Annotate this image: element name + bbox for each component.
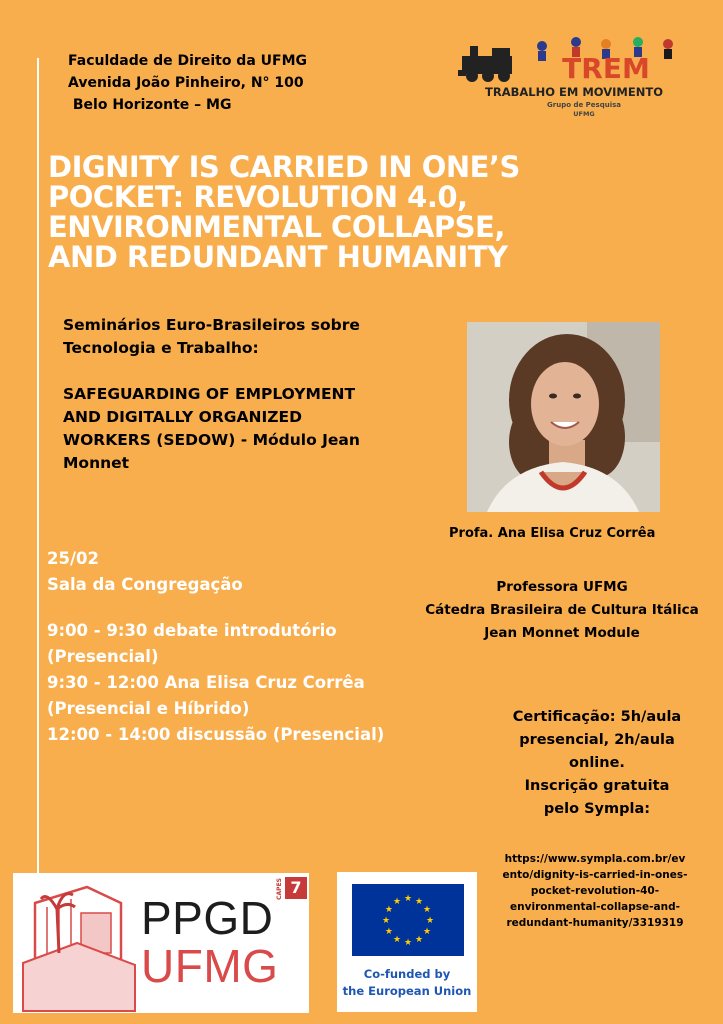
cert-line-3: online. xyxy=(569,755,625,771)
eu-star: ★ xyxy=(384,905,393,915)
title-line-1: DIGNITY IS CARRIED IN ONE’S xyxy=(48,150,520,184)
cert-line-2: presencial, 2h/aula xyxy=(519,732,675,748)
eu-star: ★ xyxy=(403,894,413,904)
eu-caption xyxy=(337,966,477,1000)
decorative-vertical-line xyxy=(37,58,39,873)
building-icon xyxy=(17,873,137,1013)
cert-line-5: pelo Sympla: xyxy=(543,801,651,817)
eu-star: ★ xyxy=(403,938,413,948)
event-room: Sala da Congregação xyxy=(47,575,243,594)
speaker-role-2: Cátedra Brasileira de Cultura Itálica xyxy=(425,602,699,618)
eu-star: ★ xyxy=(423,905,432,915)
ppgd-text: PPGD xyxy=(141,892,274,944)
trem-logo xyxy=(456,36,692,122)
capes-grade-badge: 7 xyxy=(285,877,307,899)
eu-cofunded-logo xyxy=(337,872,477,1012)
address-line-3: Belo Horizonte – MG xyxy=(68,97,232,113)
speaker-roles xyxy=(402,576,722,645)
title-line-2: POCKET: REVOLUTION 4.0, xyxy=(48,180,468,214)
address-line-1: Faculdade de Direito da UFMG xyxy=(68,53,308,69)
trem-word: TREM xyxy=(562,52,650,85)
eu-caption-line-1: Co-funded by xyxy=(363,967,451,981)
event-date: 25/02 xyxy=(47,549,99,568)
title-line-3: ENVIRONMENTAL COLLAPSE, xyxy=(48,210,505,244)
eu-star: ★ xyxy=(392,896,402,907)
ppgd-ufmg-logo xyxy=(13,873,309,1013)
speaker-role-1: Professora UFMG xyxy=(496,579,628,595)
seminar-line-2: Tecnologia e Trabalho: xyxy=(63,339,259,357)
eu-flag-icon xyxy=(352,884,464,956)
venue-address xyxy=(68,50,307,116)
link-line-2: ento/dignity-is-carried-in-ones- xyxy=(502,869,688,881)
title-line-4: AND REDUNDANT HUMANITY xyxy=(48,240,508,274)
seminar-description xyxy=(63,314,423,475)
trem-subtitle: TRABALHO EM MOVIMENTO xyxy=(485,85,663,99)
event-schedule xyxy=(47,546,384,748)
link-line-1: https://www.sympla.com.br/ev xyxy=(504,853,686,865)
eu-star: ★ xyxy=(392,935,402,946)
eu-star: ★ xyxy=(414,935,424,946)
seminar-line-6: Monnet xyxy=(63,454,130,472)
address-line-2: Avenida João Pinheiro, N° 100 xyxy=(68,75,304,91)
eu-star: ★ xyxy=(384,927,393,937)
speaker-portrait-icon xyxy=(467,322,660,512)
link-line-5: redundant-humanity/3319319 xyxy=(506,917,684,929)
eu-star: ★ xyxy=(425,916,435,926)
capes-label: CAPES xyxy=(276,878,283,900)
registration-link[interactable] xyxy=(486,851,704,931)
eu-star: ★ xyxy=(423,927,432,937)
link-line-4: environmental-collapse-and- xyxy=(510,901,680,913)
seminar-line-3: SAFEGUARDING OF EMPLOYMENT xyxy=(63,385,356,403)
ufmg-text: UFMG xyxy=(141,940,279,992)
schedule-item-2: 9:30 - 12:00 Ana Elisa Cruz Corrêa xyxy=(47,673,365,692)
speaker-name: Profa. Ana Elisa Cruz Corrêa xyxy=(449,526,656,541)
seminar-line-4: AND DIGITALLY ORGANIZED xyxy=(63,408,302,426)
trem-subtitle-2: Grupo de Pesquisa xyxy=(547,101,621,109)
eu-star: ★ xyxy=(381,916,391,926)
train-icon xyxy=(456,36,692,122)
schedule-item-1: 9:00 - 9:30 debate introdutório xyxy=(47,621,337,640)
link-line-3: pocket-revolution-40- xyxy=(530,885,660,897)
cert-line-4: Inscrição gratuita xyxy=(524,778,670,794)
speaker-role-3: Jean Monnet Module xyxy=(484,625,640,641)
eu-star: ★ xyxy=(414,896,424,907)
certification-info xyxy=(482,706,712,821)
event-title xyxy=(48,152,688,272)
schedule-item-2-mode: (Presencial e Híbrido) xyxy=(47,699,250,718)
speaker-photo xyxy=(467,322,660,512)
trem-subtitle-3: UFMG xyxy=(573,110,595,118)
schedule-item-1-mode: (Presencial) xyxy=(47,647,159,666)
schedule-item-3: 12:00 - 14:00 discussão (Presencial) xyxy=(47,725,385,744)
cert-line-1: Certificação: 5h/aula xyxy=(512,709,682,725)
seminar-line-1: Seminários Euro-Brasileiros sobre xyxy=(63,316,360,334)
eu-caption-line-2: the European Union xyxy=(342,984,472,998)
seminar-line-5: WORKERS (SEDOW) - Módulo Jean xyxy=(63,431,360,449)
